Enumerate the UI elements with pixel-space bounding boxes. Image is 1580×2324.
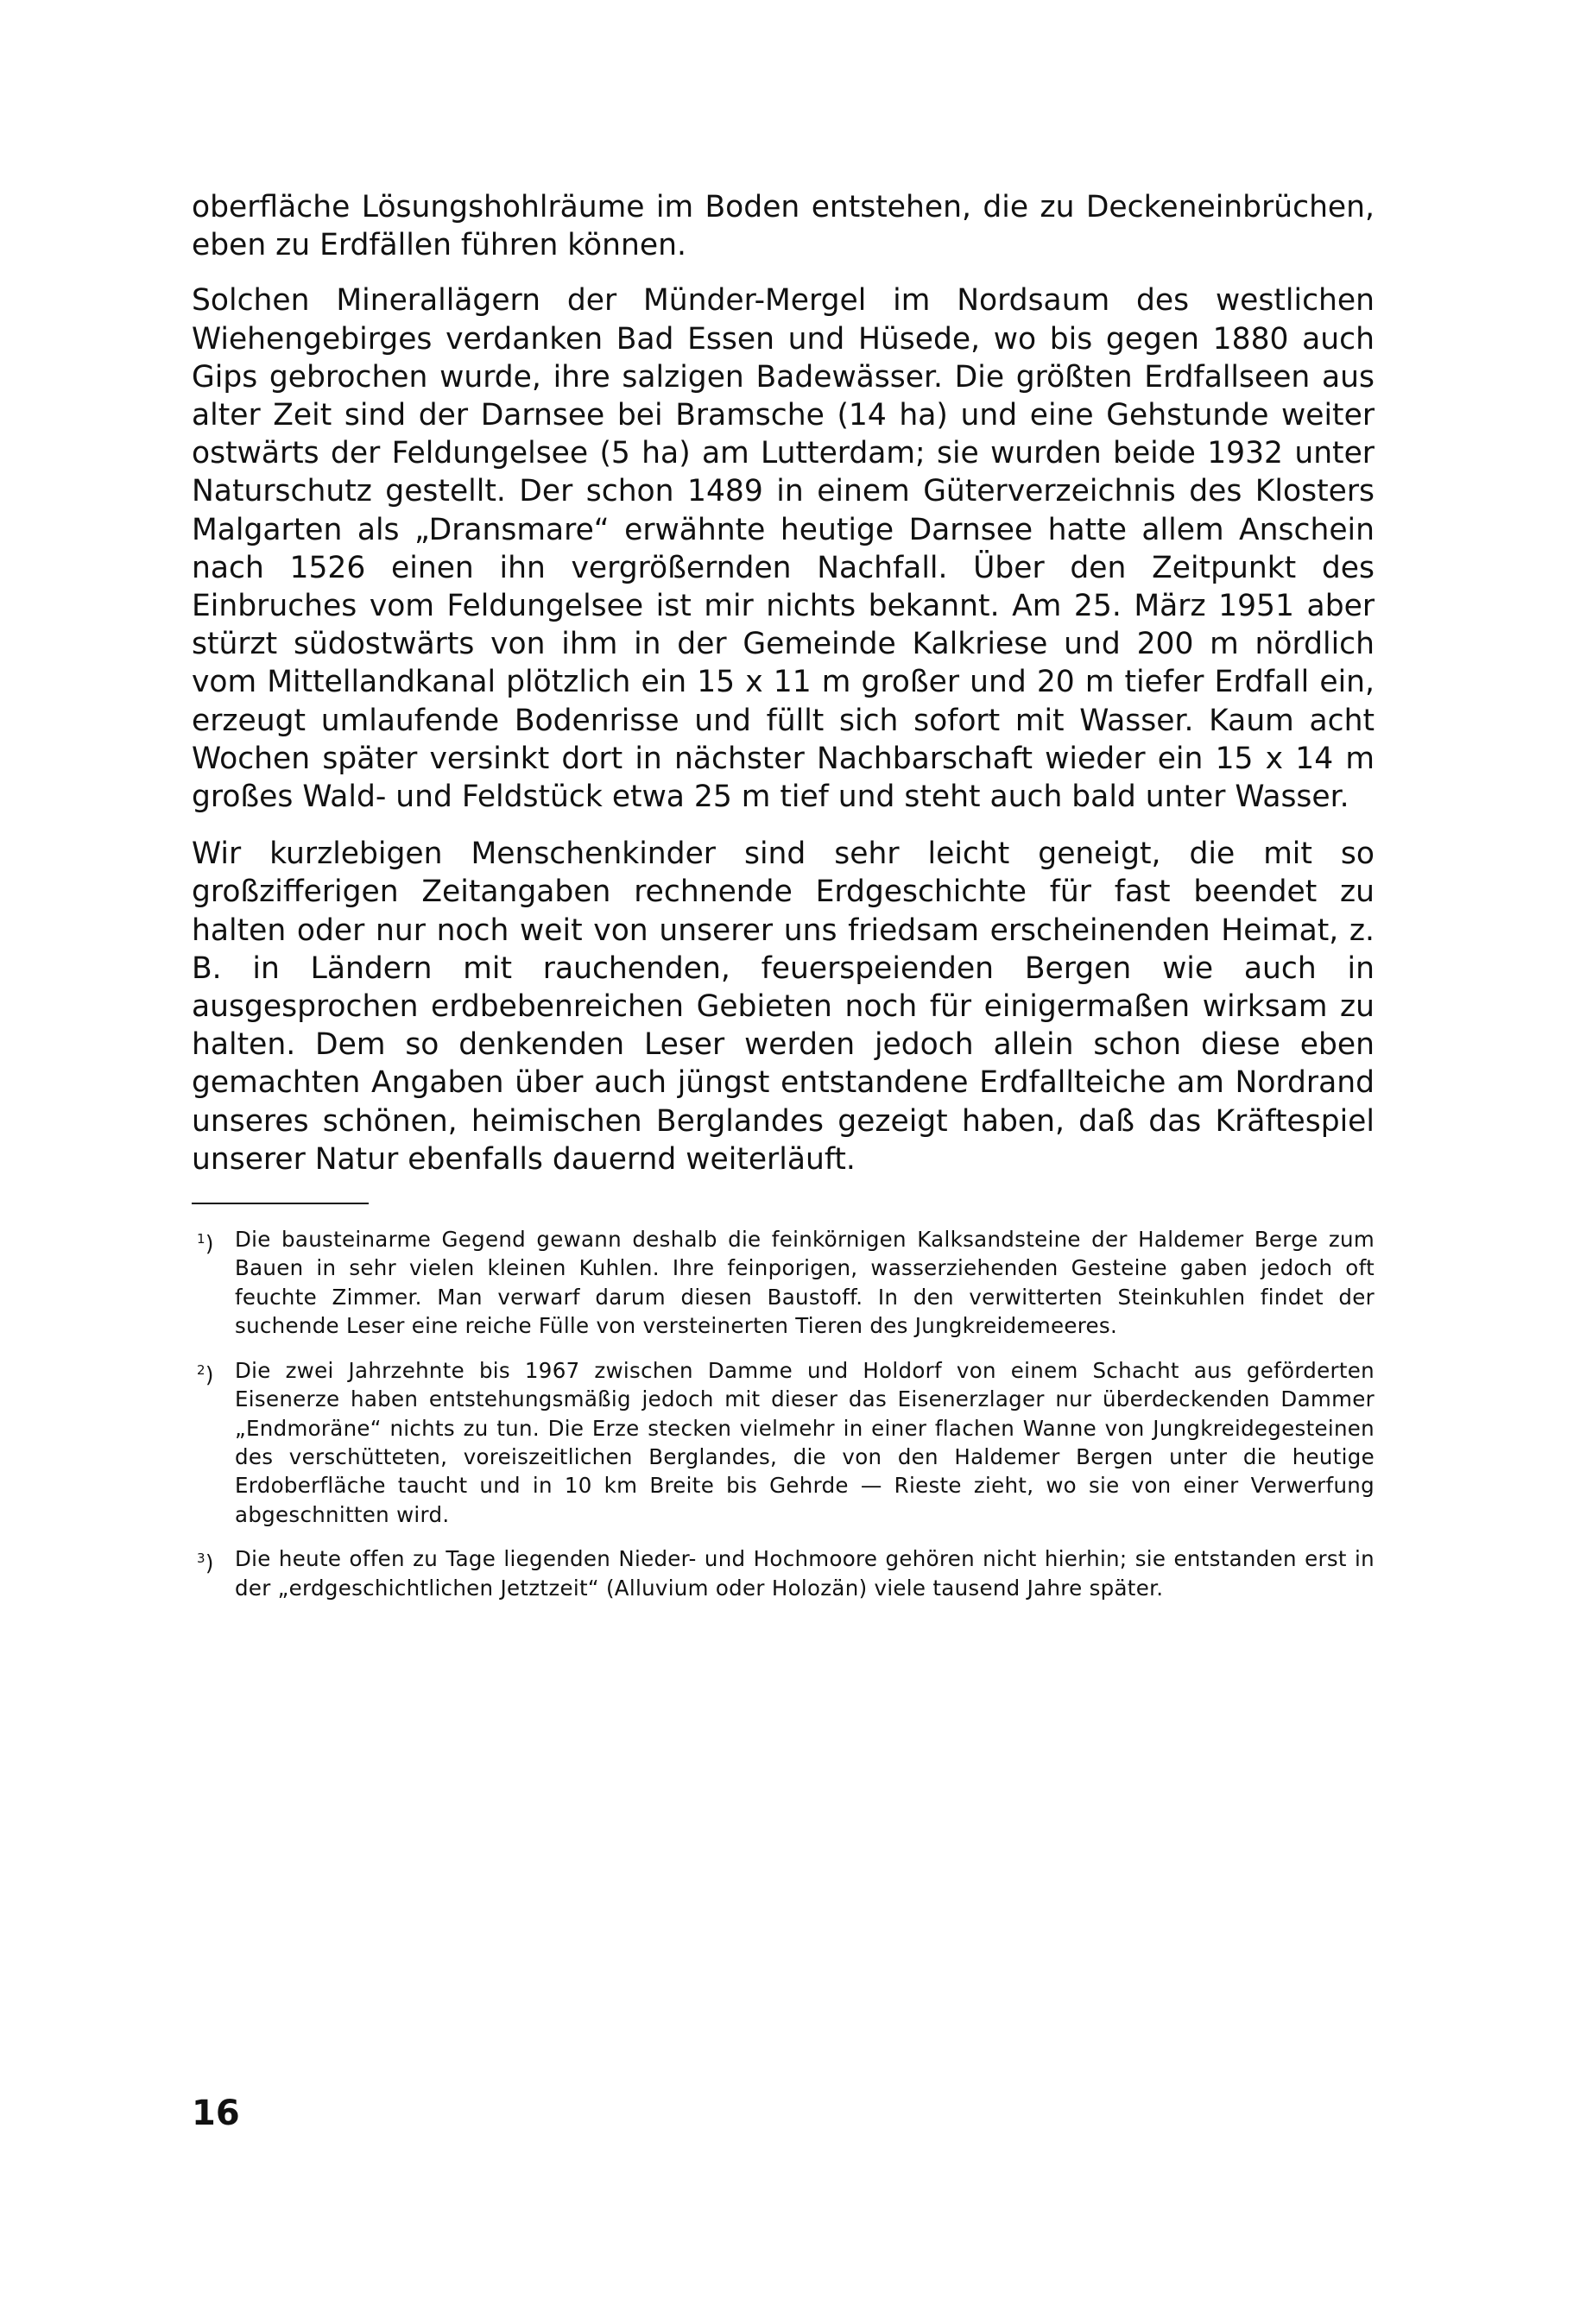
paragraph-1: oberfläche Lösungshohlräume im Boden entstehen, die zu Deckeneinbrüchen, eben zu Erdfällen führen können.: [192, 190, 1375, 263]
footnote-marker: $^3$): [197, 1550, 214, 1576]
footnote-1: [192, 1225, 1375, 1341]
footnote-text: Die bausteinarme Gegend gewann deshalb die feinkörnigen Kalksandsteine der Haldemer Berge zum Bauen in sehr vielen kleinen Kuhlen. Ihre feinporigen, wasserziehenden Gesteine gaben jedoch oft feuchte Zimmer. Man verwarf darum diesen Baustoff. In den verwitterten Steinkuhlen findet der suchende Leser eine reiche Fülle von versteinerten Tieren des Jungkreidemeeres.: [235, 1227, 1375, 1339]
footnote-marker: $^2$): [197, 1361, 214, 1387]
page-number: 16: [192, 2093, 240, 2133]
footnote-2: [192, 1356, 1375, 1529]
footnote-3: [192, 1544, 1375, 1602]
paragraph-2: Solchen Minerallägern der Münder-Mergel im Nordsaum des westlichen Wiehengebirges verdanken Bad Essen und Hüsede, wo bis gegen 1880 auch Gips gebrochen wurde, ihre salzigen Badewässer. Die größten Erdfallseen aus alter Zeit sind der Darnsee bei Bramsche (14 ha) und eine Gehstunde weiter ostwärts der Feldungelsee (5 ha) am Lutterdam; sie wurden beide 1932 unter Naturschutz gestellt. Der schon 1489 in einem Güterverzeichnis des Klosters Malgarten als „Dransmare“ erwähnte heutige Darnsee hatte allem Anschein nach 1526 einen ihn vergrößernden Nachfall. Über den Zeitpunkt des Einbruches vom Feldungelsee ist mir nichts bekannt. Am 25. März 1951 aber stürzt südostwärts von ihm in der Gemeinde Kalkriese und 200 m nördlich vom Mittellandkanal plötzlich ein 15 x 11 m großer und 20 m tiefer Erdfall ein, erzeugt umlaufende Bodenrisse und füllt sich sofort mit Wasser. Kaum acht Wochen später versinkt dort in nächster Nachbarschaft wieder ein 15 x 14 m großes Wald- und Feldstück etwa 25 m tief und steht auch bald unter Wasser.: [192, 283, 1375, 815]
page-content: [192, 188, 1375, 1618]
footnote-marker: $^1$): [197, 1231, 214, 1257]
footnote-text: Die zwei Jahrzehnte bis 1967 zwischen Damme und Holdorf von einem Schacht aus geförderten Eisenerze haben entstehungsmäßig jedoch mit dieser das Eisenerzlager nur überdeckenden Dammer „Endmoräne“ nichts zu tun. Die Erze stecken vielmehr in einer flachen Wanne von Jungkreidegesteinen des verschütteten, voreiszeitlichen Berglandes, die von den Haldemer Bergen unter die heutige Erdoberfläche taucht und in 10 km Breite bis Gehrde — Rieste zieht, wo sie von einer Verwerfung abgeschnitten wird.: [235, 1357, 1375, 1527]
paragraph-3: Wir kurzlebigen Menschenkinder sind sehr leicht geneigt, die mit so großzifferigen Zeitangaben rechnende Erdgeschichte für fast beendet zu halten oder nur noch weit von unserer uns friedsam erscheinenden Heimat, z. B. in Ländern mit rauchenden, feuerspeienden Bergen wie auch in ausgesprochen erdbebenreichen Gebieten noch für einigermaßen wirksam zu halten. Dem so denkenden Leser werden jedoch allein schon diese eben gemachten Angaben über auch jüngst entstandene Erdfallteiche am Nordrand unseres schönen, heimischen Berglandes gezeigt haben, daß das Kräftespiel unserer Natur ebenfalls dauernd weiterläuft.: [192, 837, 1375, 1177]
footnote-separator: [192, 1203, 369, 1204]
footnote-text: Die heute offen zu Tage liegenden Nieder- und Hochmoore gehören nicht hierhin; sie entstanden erst in der „erdgeschichtlichen Jetztzeit“ (Alluvium oder Holozän) viele tausend Jahre später.: [235, 1546, 1375, 1601]
